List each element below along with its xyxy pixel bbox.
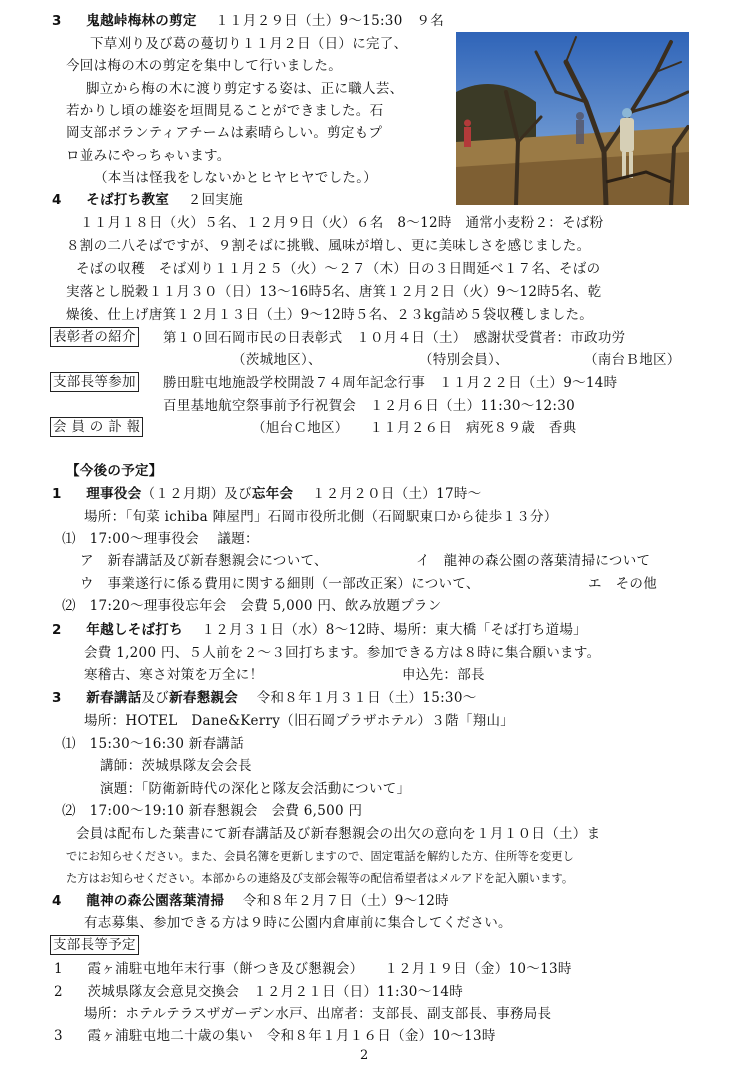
item-number: 2 — [52, 622, 62, 638]
plan-number: 1 — [54, 961, 63, 977]
section-number: 3 — [52, 13, 62, 29]
item-number: 4 — [52, 893, 62, 909]
agenda-item: ア 新春講話及び新春懇親会について、 — [80, 553, 328, 569]
section-subtitle: ２回実施 — [187, 192, 243, 208]
chief-participation-label: 支部長等参加 — [50, 372, 139, 392]
paragraph-line: 岡支部ボランティアチームは素晴らしい。剪定もプ — [66, 125, 383, 141]
paragraph-line: 実落とし脱穀１１月３０（日）13～16時5名、唐箕１２月２日（火）9～12時5名、乾 — [66, 284, 602, 300]
paragraph-line: 有志募集、参加できる方は９時に公園内倉庫前に集合してください。 — [84, 915, 512, 931]
plan-number: 3 — [54, 1028, 63, 1044]
item-title-middle: 及び — [141, 690, 170, 706]
sub-item: ⑴ 15:30～16:30 新春講話 — [62, 736, 245, 752]
section-number: 4 — [52, 192, 62, 208]
paragraph-line: （本当は怪我をしないかとヒヤヒヤでした。） — [94, 170, 378, 186]
plan-detail: 場所：ホテルテラスザガーデン水戸、出席者：支部長、副支部長、事務局長 — [84, 1006, 552, 1022]
section-date: １１月２９日（土）9～15:30 ９名 — [215, 13, 444, 29]
item-title: 年越しそば打ち — [86, 622, 183, 638]
plan-text: 霞ヶ浦駐屯地二十歳の集い 令和８年１月１６日（金）10～13時 — [87, 1028, 496, 1044]
section-title: そば打ち教室 — [86, 192, 170, 208]
paragraph-line: １１月１８日（火）５名、１２月９日（火）６名 8～12時 通常小麦粉２：そば粉 — [80, 215, 604, 231]
item-number: 3 — [52, 690, 62, 706]
obituary-label: 会 員 の 訃 報 — [50, 417, 143, 437]
page-number: 2 — [360, 1048, 369, 1063]
chief-plans-label: 支部長等予定 — [50, 935, 139, 955]
lecturer-line: 講師：茨城県隊友会会長 — [100, 758, 252, 774]
item-title: 理事役会 — [86, 486, 142, 502]
paragraph-line: 燥後、仕上げ唐箕１２月１３日（土）9～12時５名、２３kg詰め５袋収穫しました。 — [66, 307, 594, 323]
agenda-item: イ 龍神の森公園の落葉清掃について — [416, 553, 651, 569]
paragraph-line: 寒稽古、寒さ対策を万全に！ — [84, 667, 264, 683]
paragraph-line: 下草刈り及び葛の蔓切り１１月２日（日）に完了、 — [90, 36, 408, 52]
notice-line: 会員は配布した葉書にて新春講話及び新春懇親会の出欠の意向を１月１０日（土）ま — [76, 826, 601, 842]
pruning-photo — [456, 32, 689, 205]
agenda-item: エ その他 — [588, 576, 657, 592]
item-title: 新春講話 — [86, 690, 142, 706]
agenda-item: ウ 事業遂行に係る費用に関する細則（一部改正案）について、 — [80, 576, 480, 592]
paragraph-line: ８割の二八そばですが、９割そばに挑戦、風味が増し、更に美味しさを感じました。 — [66, 238, 591, 254]
awards-recipient: （茨城地区）、 — [232, 352, 322, 368]
paragraph-line: 脚立から梅の木に渡り剪定する姿は、正に職人芸、 — [86, 81, 404, 97]
notice-line: た方はお知らせください。本部からの連絡及び支部会報等の配信希望者はメルアドを記入願います。 — [66, 872, 574, 885]
contact-line: 申込先：部長 — [402, 667, 485, 683]
paragraph-line: 今回は梅の木の剪定を集中して行いました。 — [66, 58, 342, 74]
item-place: 場所：HOTEL Dane&Kerry（旧石岡プラザホテル）３階「翔山」 — [84, 713, 515, 729]
paragraph-line: そばの収穫 そば刈り１１月２５（火）～２７（木）日の３日間延べ１７名、そばの — [76, 261, 601, 277]
sub-item: ⑵ 17:00～19:10 新春懇親会 会費 6,500 円 — [62, 803, 363, 819]
notice-line: でにお知らせください。また、会員名簿を更新しますので、固定電話を解約した方、住所等を変更し — [66, 850, 574, 863]
plan-text: 茨城県隊友会意見交換会 １２月２１日（日）11:30～14時 — [87, 984, 464, 1000]
sub-item: ⑵ 17:20～理事役忘年会 会費 5,000 円、飲み放題プラン — [62, 598, 442, 614]
item-title-middle: （１２月期）及び — [141, 486, 252, 502]
event-line: 百里基地航空祭事前予行祝賀会 １２月６日（土）11:30～12:30 — [163, 398, 576, 414]
item-number: 1 — [52, 486, 62, 502]
lecture-topic-line: 演題：「防衛新時代の深化と隊友会活動について」 — [100, 781, 411, 797]
paragraph-line: 会費 1,200 円、５人前を２～３回打ちます。参加できる方は８時に集合願います。 — [84, 645, 601, 661]
pruning-photo-image — [456, 32, 689, 205]
paragraph-line: ロ並みにやっちゃいます。 — [66, 148, 231, 164]
event-line: 勝田駐屯地施設学校開設７４周年記念行事 １１月２２日（土）9～14時 — [163, 375, 618, 391]
awards-recipient: （南台Ｂ地区） — [584, 352, 681, 368]
plan-text: 霞ヶ浦駐屯地年末行事（餅つき及び懇親会） １２月１９日（金）10～13時 — [87, 961, 572, 977]
item-title: 龍神の森公園落葉清掃 — [86, 893, 225, 909]
plan-number: 2 — [54, 984, 63, 1000]
section-title: 鬼越峠梅林の剪定 — [86, 13, 197, 29]
item-title-end: 忘年会 — [251, 486, 294, 502]
sub-item: ⑴ 17:00～理事役会 議題： — [62, 531, 259, 547]
obituary-line: （旭台Ｃ地区） １１月２６日 病死８９歳 香典 — [252, 420, 577, 436]
item-date: 令和８年２月７日（土）9～12時 — [242, 893, 449, 909]
paragraph-line: 若かりし頃の雄姿を垣間見ることができました。石 — [66, 103, 384, 119]
item-date: 令和８年１月３１日（土）15:30～ — [256, 690, 477, 706]
awards-recipient: （特別会員）、 — [419, 352, 509, 368]
item-date: １２月２０日（土）17時～ — [311, 486, 482, 502]
awards-label: 表彰者の紹介 — [50, 327, 139, 347]
awards-line: 第１０回石岡市民の日表彰式 １０月４日（土） 感謝状受賞者：市政功労 — [163, 330, 626, 346]
item-title-end: 新春懇親会 — [169, 690, 239, 706]
item-date: １２月３１日（水）8～12時、場所：東大橋「そば打ち道場」 — [201, 622, 587, 638]
item-place: 場所：「旬菜 ichiba 陣屋門」石岡市役所北側（石岡駅東口から徒歩１３分） — [84, 509, 558, 525]
schedule-heading: 【今後の予定】 — [66, 463, 163, 479]
